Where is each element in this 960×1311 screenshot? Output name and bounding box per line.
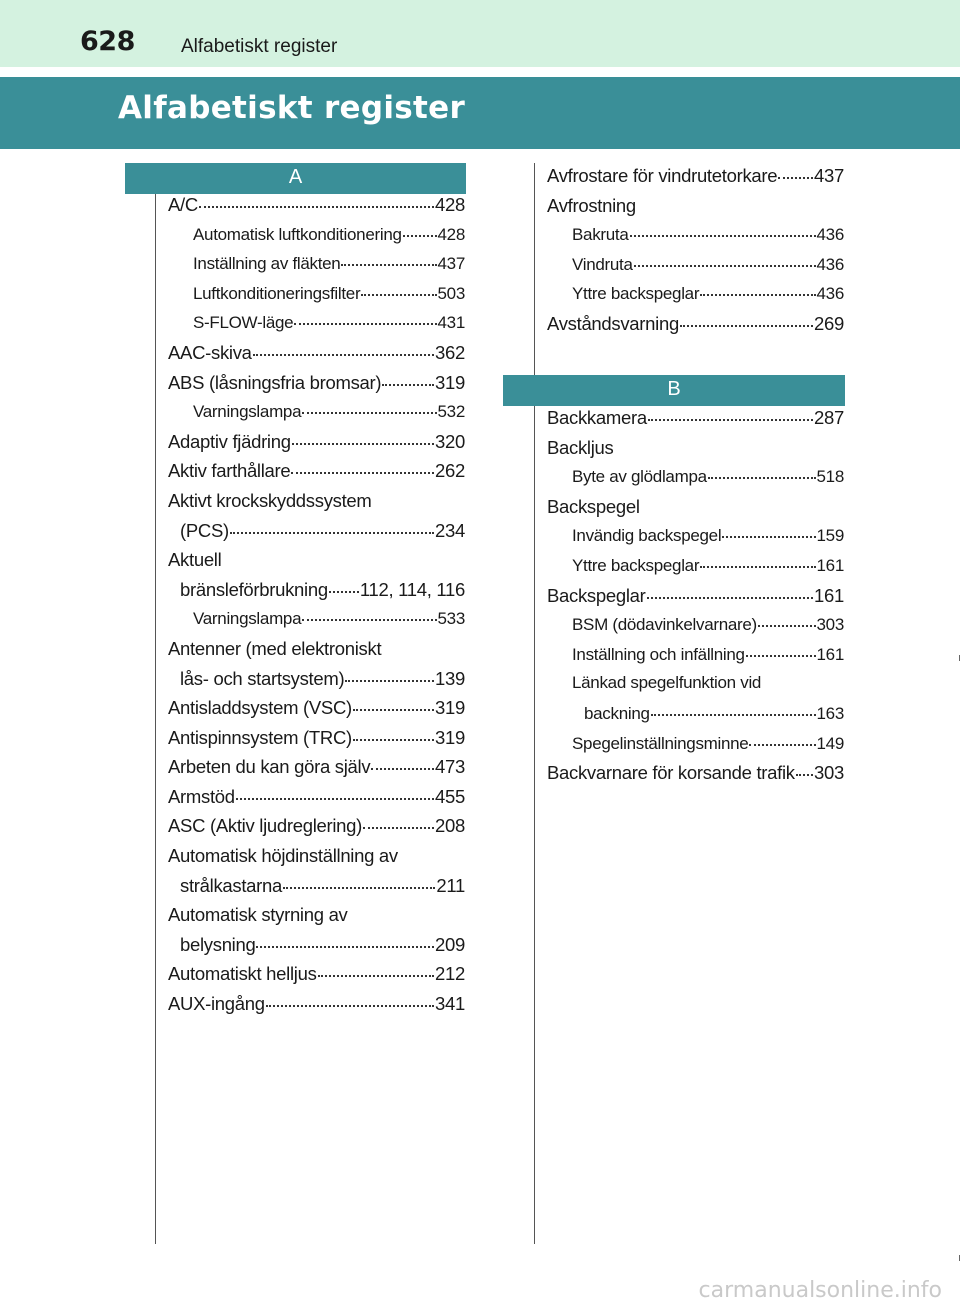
dot-leader <box>651 700 816 716</box>
entry-page: 319 <box>435 697 465 719</box>
index-entry <box>168 194 465 224</box>
index-entry <box>168 431 465 461</box>
dot-leader <box>648 405 813 421</box>
dot-leader <box>302 398 436 414</box>
dot-leader <box>746 641 816 657</box>
index-entry <box>168 756 465 786</box>
dot-leader <box>680 311 813 327</box>
index-entry <box>547 673 844 703</box>
entry-term: backning <box>584 703 650 723</box>
entry-term: BSM (dödavinkelvarnare) <box>572 615 757 635</box>
dot-leader <box>294 309 436 325</box>
index-entry <box>168 460 465 490</box>
index-entry <box>547 254 844 284</box>
entry-page: 149 <box>816 733 844 753</box>
entry-term: Automatisk höjdinställning av <box>168 845 398 867</box>
entry-page: 518 <box>816 467 844 487</box>
entry-term: Bakruta <box>572 225 629 245</box>
entry-term: Antispinnsystem (TRC) <box>168 726 352 748</box>
entry-page: 287 <box>814 407 844 428</box>
index-entry <box>547 555 844 585</box>
entry-term: (PCS) <box>180 519 229 541</box>
entry-term: AUX-ingång <box>168 993 265 1015</box>
index-entry <box>547 224 844 254</box>
entry-page: 163 <box>816 703 844 723</box>
entry-page: 161 <box>814 584 844 606</box>
index-entry <box>168 668 465 698</box>
index-entry <box>547 762 844 792</box>
dot-leader <box>630 221 816 237</box>
entry-page: 112, 114, 116 <box>359 578 465 600</box>
entry-term: Backkamera <box>547 407 647 428</box>
entry-term: ABS (låsningsfria bromsar) <box>168 371 382 393</box>
dot-leader <box>361 280 436 296</box>
entry-page: 303 <box>816 615 844 635</box>
entry-term: Avfrostare för vindrutetorkare <box>547 165 778 186</box>
index-entry <box>168 372 465 402</box>
dot-leader <box>634 251 816 267</box>
entry-term: belysning <box>180 933 256 955</box>
entry-term: Aktuell <box>168 549 222 571</box>
entry-term: Aktiv farthållare <box>168 460 291 482</box>
entry-term: Länkad spegelfunktion vid <box>572 673 762 693</box>
index-entry <box>168 993 465 1023</box>
entry-page: 473 <box>435 756 465 778</box>
index-column-a-continued <box>547 165 844 343</box>
index-entry <box>547 195 844 225</box>
entry-term: Backspegel <box>547 495 640 517</box>
index-column-b <box>547 407 844 792</box>
dot-leader <box>236 784 434 800</box>
entry-term: Inställning av fläkten <box>193 254 341 274</box>
entry-page: 428 <box>437 224 465 244</box>
dot-leader <box>371 754 434 770</box>
entry-term: Vindruta <box>572 254 633 274</box>
index-entry <box>547 733 844 763</box>
entry-page: 159 <box>816 526 844 546</box>
index-column-a <box>168 194 465 1023</box>
entry-page: 208 <box>435 815 465 837</box>
entry-page: 428 <box>435 194 465 215</box>
entry-term: strålkastarna <box>180 874 283 896</box>
index-entry <box>547 313 844 343</box>
index-entry <box>168 520 465 550</box>
entry-term: Armstöd <box>168 785 235 807</box>
dot-leader <box>292 429 434 445</box>
entry-term: Varningslampa <box>193 609 302 629</box>
dot-leader <box>253 340 434 356</box>
index-entry <box>168 875 465 905</box>
dot-leader <box>722 522 815 538</box>
index-entry <box>168 608 465 638</box>
index-entry <box>547 407 844 437</box>
entry-term: Antenner (med elektroniskt <box>168 637 382 659</box>
entry-page: 455 <box>435 785 465 807</box>
index-entry <box>168 786 465 816</box>
dot-leader <box>353 725 434 741</box>
running-title: Alfabetiskt register <box>181 36 338 57</box>
section-header-b: B <box>503 375 845 406</box>
entry-term: S-FLOW-läge <box>193 313 294 333</box>
entry-page: 262 <box>435 460 465 482</box>
entry-page: 533 <box>437 609 465 629</box>
dot-leader <box>647 583 814 599</box>
entry-term: Avståndsvarning <box>547 312 679 334</box>
page-header <box>0 0 960 67</box>
dot-leader <box>796 760 813 776</box>
index-entry <box>547 437 844 467</box>
page-number: 628 <box>80 26 135 57</box>
entry-term: Spegelinställningsminne <box>572 733 749 753</box>
page-title: Alfabetiskt register <box>118 90 466 126</box>
dot-leader <box>302 605 436 621</box>
entry-term: Automatisk styrning av <box>168 904 348 926</box>
entry-term: Byte av glödlampa <box>572 467 707 487</box>
index-entry <box>168 934 465 964</box>
entry-page: 437 <box>814 165 844 186</box>
index-entry <box>547 466 844 496</box>
column-divider-left <box>155 193 156 1244</box>
dot-leader <box>345 666 434 682</box>
entry-page: 209 <box>435 933 465 955</box>
entry-term: ASC (Aktiv ljudreglering) <box>168 815 363 837</box>
entry-page: 319 <box>435 726 465 748</box>
dot-leader <box>749 730 815 746</box>
index-entry <box>168 727 465 757</box>
index-entry <box>168 638 465 668</box>
entry-term: Backvarnare för korsande trafik <box>547 762 795 784</box>
index-entry <box>168 253 465 283</box>
index-entry <box>547 703 844 733</box>
dot-leader <box>353 695 434 711</box>
entry-page: 437 <box>437 254 465 274</box>
dot-leader <box>341 250 436 266</box>
entry-page: 341 <box>435 993 465 1015</box>
index-entry <box>547 585 844 615</box>
entry-term: Automatiskt helljus <box>168 963 317 985</box>
dot-leader <box>363 813 434 829</box>
entry-page: 319 <box>435 371 465 393</box>
index-entry <box>168 845 465 875</box>
index-entry <box>547 496 844 526</box>
dot-leader <box>256 932 434 948</box>
dot-leader <box>382 370 434 386</box>
index-entry <box>168 490 465 520</box>
entry-term: Varningslampa <box>193 402 302 422</box>
entry-page: 269 <box>814 312 844 334</box>
entry-page: 436 <box>816 284 844 304</box>
index-entry <box>547 283 844 313</box>
watermark: carmanualsonline.info <box>698 1278 942 1303</box>
entry-page: 436 <box>816 225 844 245</box>
index-entry <box>168 401 465 431</box>
dot-leader <box>266 991 434 1007</box>
entry-page: 436 <box>816 254 844 274</box>
entry-term: Yttre backspeglar <box>572 284 700 304</box>
entry-page: 161 <box>816 555 844 575</box>
dot-leader <box>700 280 815 296</box>
index-entry <box>168 224 465 254</box>
entry-term: AAC-skiva <box>168 341 252 363</box>
entry-page: 503 <box>437 283 465 303</box>
index-entry <box>168 963 465 993</box>
entry-page: 212 <box>435 963 465 985</box>
section-header-a: A <box>125 163 466 194</box>
index-entry <box>168 283 465 313</box>
entry-page: 139 <box>435 667 465 689</box>
dot-leader <box>318 961 434 977</box>
index-entry <box>168 904 465 934</box>
index-entry <box>547 525 844 555</box>
index-entry <box>168 697 465 727</box>
index-entry <box>168 579 465 609</box>
index-entry <box>168 815 465 845</box>
entry-page: 161 <box>816 644 844 664</box>
dot-leader <box>283 873 435 889</box>
entry-term: Luftkonditioneringsfilter <box>193 283 361 303</box>
entry-page: 431 <box>437 313 465 333</box>
dot-leader <box>291 458 434 474</box>
entry-term: Yttre backspeglar <box>572 555 700 575</box>
entry-page: 532 <box>437 402 465 422</box>
entry-term: A/C <box>168 194 198 215</box>
entry-page: 362 <box>435 341 465 363</box>
index-entry <box>168 312 465 342</box>
entry-page: 234 <box>435 519 465 541</box>
dot-leader <box>199 192 434 208</box>
entry-page: 211 <box>436 874 465 896</box>
entry-term: Aktivt krockskyddssystem <box>168 489 372 511</box>
entry-term: Adaptiv fjädring <box>168 430 291 452</box>
dot-leader <box>329 577 359 593</box>
entry-term: Backspeglar <box>547 584 646 606</box>
index-entry <box>547 614 844 644</box>
dot-leader <box>700 552 815 568</box>
dot-leader <box>230 518 434 534</box>
entry-page: 303 <box>814 762 844 784</box>
entry-term: Automatisk luftkonditionering <box>193 224 402 244</box>
dot-leader <box>758 611 816 627</box>
entry-term: Invändig backspegel <box>572 526 722 546</box>
entry-term: Arbeten du kan göra själv <box>168 756 371 778</box>
entry-term: Antisladdsystem (VSC) <box>168 697 352 719</box>
index-entry <box>547 165 844 195</box>
dot-leader <box>403 221 437 237</box>
entry-term: lås- och startsystem) <box>180 667 345 689</box>
dot-leader <box>778 163 813 179</box>
dot-leader <box>708 463 816 479</box>
entry-term: bränsleförbrukning <box>180 578 328 600</box>
index-entry <box>168 549 465 579</box>
column-divider-right <box>534 163 535 1244</box>
index-entry <box>547 644 844 674</box>
entry-term: Avfrostning <box>547 194 636 216</box>
entry-page: 320 <box>435 430 465 452</box>
entry-term: Backljus <box>547 436 614 458</box>
index-entry <box>168 342 465 372</box>
entry-term: Inställning och infällning <box>572 644 745 664</box>
